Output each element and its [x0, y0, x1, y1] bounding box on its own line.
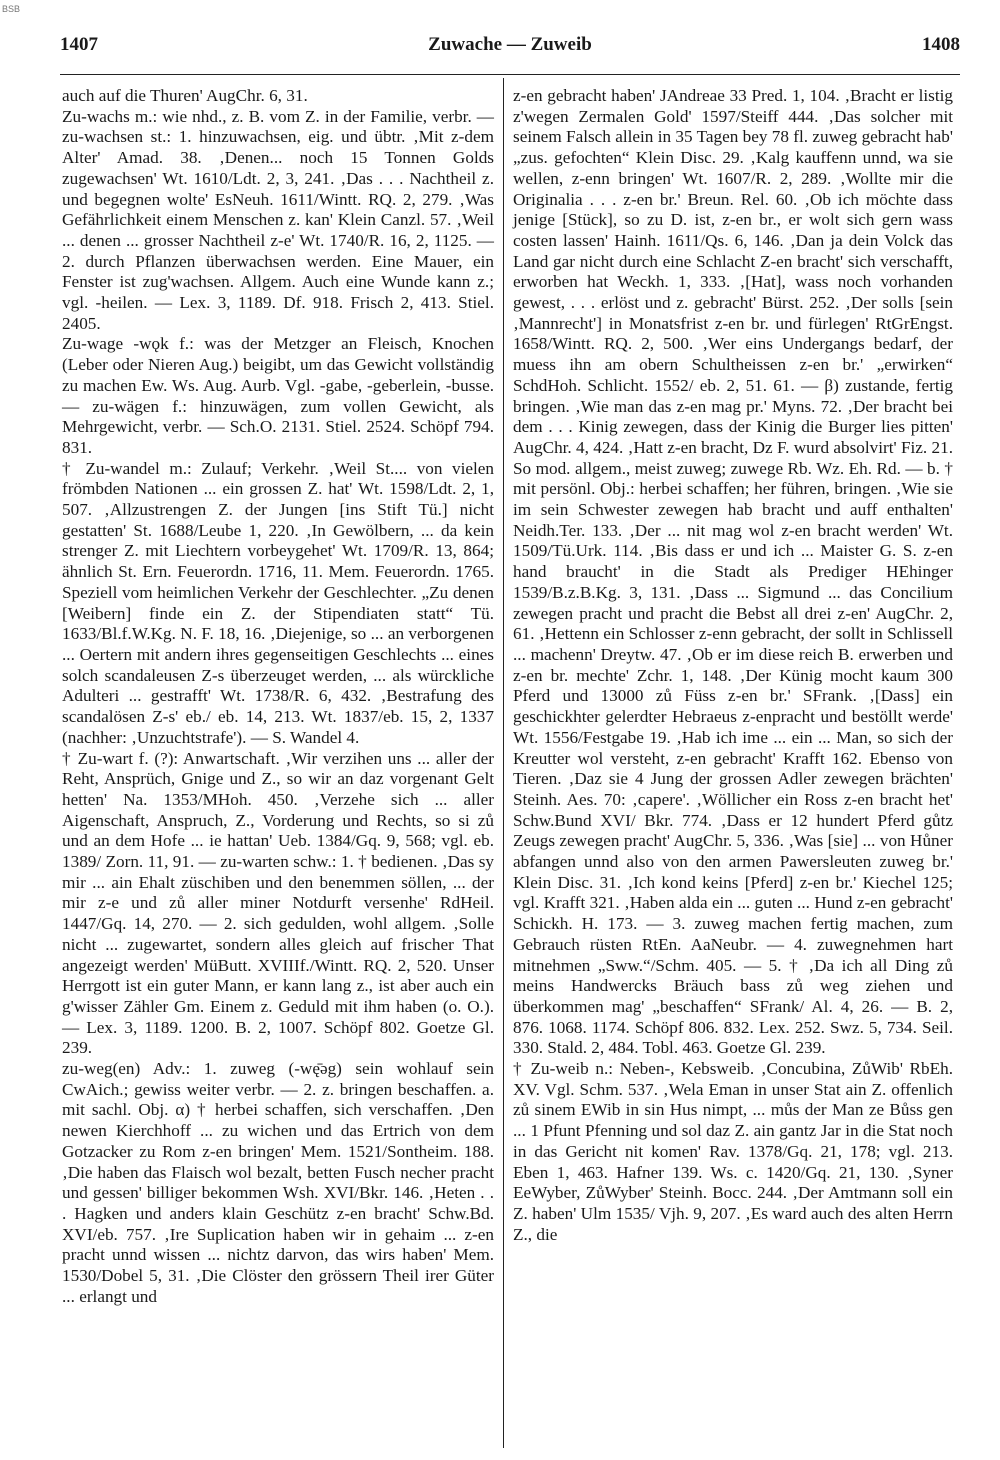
entry-zuwachs: Zu-wachs m.: wie nhd., z. B. vom Z. in der Familie, verbr. — zu-wachsen st.: 1. hinzuwachsen, eig. und übtr. ‚Mit z-dem Alter' Amad. 38. ‚Denen... noch 15 Tonnen Golds zugewachsen' Wt. 1610/Ldt. 2, 3, 241. ‚Das . . . Nachtheil z. und begegnen wolte' EsNeuh. 1611/Wintt. RQ. 2, 279. ‚Was Gefährlichkeit einem Menschen z. kan' Klein Canzl. 57. ‚Weil ... denen ... grosser Nachtheil z-e' Wt. 1740/R. 16, 2, 1125. — 2. durch Pflanzen überwachsen werden. Eine Mauer, ein Fenster ist zug'wachsen. Allgem. Auch eine Wunde kann z.; vgl. -heilen. — Lex. 3, 1189. Df. 918. Frisch 2, 413. Stiel. 2405. [62, 106, 494, 333]
column-divider [503, 78, 504, 1448]
entry-zuwegen: zu-weg(en) Adv.: 1. zuweg (-wę̄əg) sein wohlauf sein CwAich.; gewiss weiter verbr. — 2. z. bringen beschaffen. a. mit sachl. Obj. α) † herbei schaffen, sich verschaffen. ‚Den newen Kierchhoff ... zu wichen und das Ertrich von dem Gotzacker zu Rom z-en bringen' Mem. 1521/Sontheim. 188. ‚Die haben das Flaisch wol bezalt, betten Fusch necher pracht und gessen' billiger bekommen Wsh. XVI/Bkr. 146. ‚Heten . . . Hagken und anders klain Geschütz z-en bracht' Schw.Bd. XVI/eb. 757. ‚Ire Suplication haben wir in gehaim ... z-en pracht unnd wissen ... nichtz darvon, das wirs haben' Mem. 1530/Dobel 5, 31. ‚Die Clöster den grössern Theil irer Güter ... erlangt und [62, 1059, 494, 1306]
library-stamp: BSB [2, 4, 21, 14]
right-column [513, 86, 953, 1245]
header-rule [60, 74, 960, 75]
entry-paragraph: auch auf die Thuren' AugChr. 6, 31. [62, 86, 308, 105]
running-head: Zuwache — Zuweib [428, 34, 592, 55]
left-column [62, 86, 494, 1307]
entry-zuwandel: † Zu-wandel m.: Zulauf; Verkehr. ‚Weil St.... von vielen frömbden Nationen ... ein grossen Z. hat' Wt. 1598/Ldt. 2, 1, 507. ‚Allzustrengen Z. der Jungen [ins Stift Tü.] nicht gestatten' St. 1688/Leube 1, 220. ‚In Gewölbern, ... da kein strenger Z. mit Liechtern vorbeygehet' Wt. 1709/R. 13, 864; ähnlich St. Ern. Feuerordn. 1716, 11. Mem. Feuerordn. 1765. Speziell vom heimlichen Verkehr der Geschlechter. „Zu denen [Weibern] finde ein Z. der Stipendiaten statt“ Tü. 1633/Bl.f.W.Kg. N. F. 18, 16. ‚Diejenige, so ... an verborgenen ... Oertern mit andern ihres gegenseitigen Geschlechts ... eines solch scandaleusen Z-s überzeuget werden, ... als würckliche Adulteri ... gestrafft' Wt. 1738/R. 6, 432. ‚Bestrafung des scandalösen Z-s' eb./ eb. 14, 213. Wt. 1837/eb. 15, 2, 1337 (nachher: ‚Unzuchtstrafe'). — S. Wandel 4. [62, 458, 494, 747]
page-header [60, 34, 960, 62]
entry-zuwegen-cont: z-en gebracht haben' JAndreae 33 Pred. 1, 104. ‚Bracht er listig z'wegen Zermalen Gold' 1597/Steiff 444. ‚Das solcher mit seinem Falsch allein in 35 Tagen bey 78 fl. zuweg gebracht hab' „zus. gefochten“ Klein Disc. 29. ‚Kalg kauffenn unnd, wa sie wellen, z-enn bringen' Wt. 1607/R. 2, 289. ‚Wollte mir die Originalia . . . z-en br.' Breun. Rel. 60. ‚Ob ich möchte dass jenige [Stück], so zu D. ist, z-en br., er wolt sich gern wass costen lassen' Hainh. 1611/Qs. 6, 146. ‚Dan ja dein Volck das Land gar nicht durch eine Schlacht Z-en bracht' sich verschafft, erworben hat Weckh. 1, 333. ‚[Hat], wass noch vorhanden gewest, . . . erlöst und z. gebracht' Bürst. 252. ‚Der solls [sein ‚Mannrecht'] in Monatsfrist z-en br. und fürlegen' RtGrEngst. 1658/Wintt. RQ. 2, 500. ‚Wer eins Undergangs bedarf, der muess ihn am obern Schultheissen z-en br.' „erwirken“ SchdHoh. Schlicht. 1552/ eb. 2, 51. 61. — β) zustande, fertig bringen. ‚Wie man das z-en mag pr.' Myns. 72. ‚Der bracht bei dem . . . Kinig zewegen, dass der Kinig die Burger lies pitten' AugChr. 4, 424. ‚Hatt z-en bracht, Dz F. wurd absolvirt' Fiz. 21. So mod. allgem., meist zuweg; zuwege Rb. Wz. Eh. Rd. — b. † mit persönl. Obj.: herbei schaffen; her führen, bringen. ‚Wie sie im sein Schwester zewegen hab bracht und auff enthalten' Neidh.Ter. 133. ‚Der ... nit mag wol z-en bracht werden' Wt. 1509/Tü.Urk. 114. ‚Bis dass er und ich ... Maister G. S. z-en hand braucht' in die Stadt als Prediger HEhinger 1539/B.z.B.Kg. 3, 131. ‚Dass ... Sigmund ... das Concilium zewegen pracht und pracht die Bebst all drei z-en' AugChr. 2, 61. ‚Hettenn ein Schlosser z-enn gebracht, der sollt in Schlissell ... machenn' Dreytw. 47. ‚Ob er im diese reich B. erwerben und z-en br. mechte' Zchr. 1, 148. ‚Der Künig mocht kaum 300 Pferd und 13000 zů Füss z-en br.' SFrank. ‚[Dass] ein geschickhter gelerdter Hebraeus z-enpracht und bestöllt werde' Wt. 1556/Festgabe 19. ‚Hab ich ime ... ein ... Man, so sich der Kreutter wol versteht, z-en gebracht' Krafft 162. Ebenso von Tieren. ‚Daz sie 4 Jung der grossen Adler zewegen brächten' Steinh. Aes. 70: ‚capere'. ‚Wöllicher ein Ross z-en bracht het' Schw.Bund XVI/ Bkr. 774. ‚Dass er 12 hundert Pferd gůtz Zeugs zewegen pracht' AugChr. 5, 336. ‚Was [sie] ... von Hůner abfangen unnd also von den armen Pawersleuten zuweg br.' Klein Disc. 31. ‚Ich kond keins [Pferd] z-en br.' Kiechel 125; vgl. Krafft 321. ‚Haben alda ein ... guten ... Hund z-en gebracht' Schickh. H. 173. — 3. zuweg machen fertig machen, zum Gebrauch rüsten RtEn. AaNeubr. — 4. zuwegnehmen hart mitnehmen „Sww.“/Schm. 405. — 5. † ‚Da ich all Ding zů meins Handwercks Bräuch bass zů weg ziehen und überkommen mag' „beschaffen“ SFrank/ Al. 4, 26. — B. 2, 876. 1068. 1174. Schöpf 806. 832. Lex. 252. Swz. 5, 734. Seil. 330. Stald. 2, 484. Tobl. 463. Goetze Gl. 239. [513, 86, 953, 1058]
page-number-left: 1407 [60, 34, 98, 55]
entry-zuwart: † Zu-wart f. (?): Anwartschaft. ‚Wir verzihen uns ... aller der Reht, Ansprüch, Gnige und Z., so wir an daz vorgenant Gelt hetten' Na. 1353/MHoh. 450. ‚Verzehe sich ... aller Aigenschaft, Anspruch, Z., Vorderung und Rechts, so si zů und an dem Hofe ... ie hattan' Ueb. 1384/Gq. 9, 568; vgl. eb. 1389/ Zorn. 11, 91. — zu-warten schw.: 1. † bedienen. ‚Das sy mir ... ain Ehalt züschiben und den benemmen söllen, ... der mir z-e und zů aller miner Notdurft versenhe' RdHeil. 1447/Gq. 14, 270. — 2. sich gedulden, wohl allgem. ‚Solle nicht ... zugewartet, sondern alles gleich auf frischer That angezeigt werden' MüButt. XVIIIf./Wintt. RQ. 2, 520. Unser Herrgott ist ein guter Mann, er kann lang z., ist aber auch ein g'wisser Zähler Gm. Einem z. Geduld mit ihm haben (o. O.). — Lex. 3, 1189. 1200. B. 2, 1007. Schöpf 802. Goetze Gl. 239. [62, 748, 494, 1058]
entry-zuwage: Zu-wage -wǫk f.: was der Metzger an Fleisch, Knochen (Leber oder Nieren Aug.) beigibt, um das Gewicht vollständig zu machen Ew. Ws. Aug. Aurb. Vgl. -gabe, -geberlein, -busse. — zu-wägen f.: hinzuwägen, zum vollen Gewicht, als Mehrgewicht, verbr. — Sch.O. 2131. Stiel. 2524. Schöpf 794. 831. [62, 334, 494, 457]
page-number-right: 1408 [922, 34, 960, 55]
entry-zuweib: † Zu-weib n.: Neben-, Kebsweib. ‚Concubina, ZůWib' RbEh. XV. Vgl. Schm. 537. ‚Wela Eman in unser Stat ain Z. offenlich zů sinem EWib in sin Hus nimpt, ... můs der Man ze Bůss gen ... 1 Pfunt Pfenning und sol daz Z. ain gantz Jar in die Stat noch in das Gericht nit komen' Rav. 1378/Gq. 21, 178; vgl. 213. Eben 1, 463. Hafner 139. Ws. c. 1420/Gq. 21, 130. ‚Syner EeWyber, ZůWyber' Steinh. Bocc. 244. ‚Der Amtmann soll ein Z. haben' Ulm 1535/ Vjh. 9, 207. ‚Es ward auch des alten Herrn Z., die [513, 1059, 953, 1244]
